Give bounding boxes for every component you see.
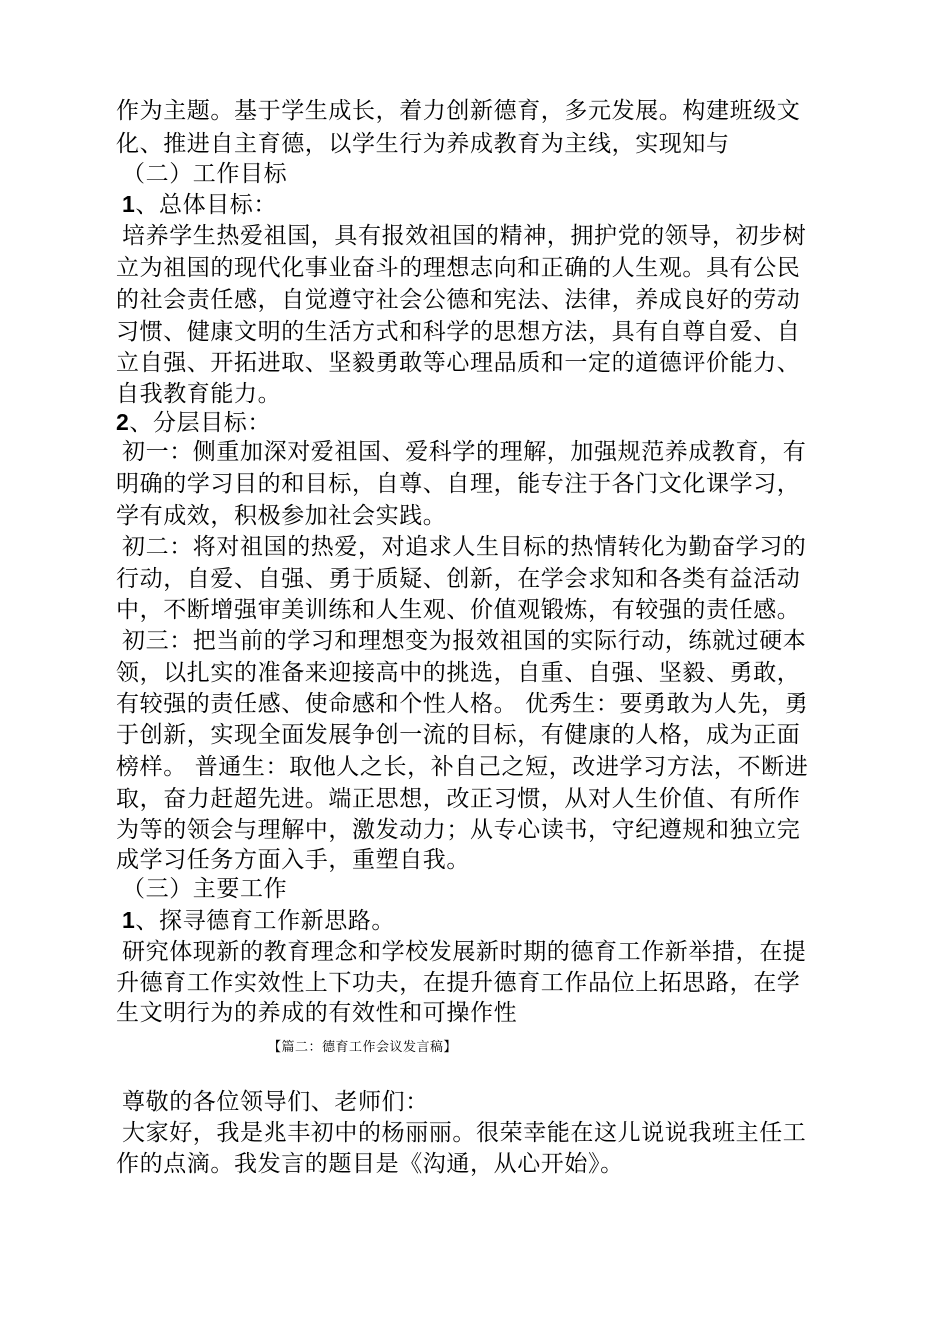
text-line: 榜样。 普通生：取他人之长，补自己之短，改进学习方法，不断进 — [116, 754, 809, 780]
text-line: 初二：将对祖国的热爱，对追求人生目标的热情转化为勤奋学习的 — [122, 534, 807, 560]
subheading-text: 、探寻德育工作新思路。 — [135, 908, 396, 934]
text-line: 明确的学习目的和目标，自尊、自理，能专注于各门文化课学习， — [116, 471, 801, 497]
section-heading: （二）工作目标 — [122, 161, 288, 187]
text-line: 行动，自爱、自强、勇于质疑、创新，在学会求知和各类有益活动 — [116, 566, 801, 592]
text-line: 初一：侧重加深对爱祖国、爱科学的理解，加强规范养成教育，有 — [122, 439, 807, 465]
text-line: 立为祖国的现代化事业奋斗的理想志向和正确的人生观。具有公民 — [116, 255, 801, 281]
text-line: 的社会责任感，自觉遵守社会公德和宪法、法律，养成良好的劳动 — [116, 287, 801, 313]
subheading-number: 1 — [122, 907, 136, 933]
text-line: 生文明行为的养成的有效性和可操作性 — [116, 1000, 518, 1026]
text-line: 初三：把当前的学习和理想变为报效祖国的实际行动，练就过硬本 — [122, 628, 807, 654]
subheading — [122, 903, 395, 937]
subheading-text: 、总体目标： — [135, 192, 278, 218]
text-line: 自我教育能力。 — [116, 381, 282, 407]
subheading-number: 1 — [122, 191, 136, 217]
subheading — [122, 187, 277, 221]
speech-line: 大家好，我是兆丰初中的杨丽丽。很荣幸能在这儿说说我班主任工 — [122, 1120, 807, 1146]
text-line: 学有成效，积极参加社会实践。 — [116, 503, 447, 529]
section-caption: 【篇二：德育工作会议发言稿】 — [268, 1040, 458, 1055]
text-line: 立自强、开拓进取、坚毅勇敢等心理品质和一定的道德评价能力、 — [116, 350, 801, 376]
text-line: 有较强的责任感、使命感和个性人格。 优秀生：要勇敢为人先，勇 — [116, 691, 809, 717]
text-line: 成学习任务方面入手，重塑自我。 — [116, 847, 470, 873]
text-line: 研究体现新的教育理念和学校发展新时期的德育工作新举措，在提 — [122, 939, 807, 965]
text-line: 中，不断增强审美训练和人生观、价值观锻炼，有较强的责任感。 — [116, 597, 801, 623]
text-line: 升德育工作实效性上下功夫，在提升德育工作品位上拓思路，在学 — [116, 970, 801, 996]
subheading-number: 2 — [116, 409, 130, 435]
text-line: 化、推进自主育德，以学生行为养成教育为主线，实现知与 — [116, 131, 730, 157]
text-line: 习惯、健康文明的生活方式和科学的思想方法，具有自尊自爱、自 — [116, 319, 801, 345]
text-line: 作为主题。基于学生成长，着力创新德育，多元发展。构建班级文 — [116, 98, 801, 124]
text-line: 领，以扎实的准备来迎接高中的挑选，自重、自强、坚毅、勇敢， — [116, 660, 801, 686]
text-line: 培养学生热爱祖国，具有报效祖国的精神，拥护党的领导，初步树 — [122, 223, 807, 249]
section-heading: （三）主要工作 — [122, 876, 288, 902]
text-line: 为等的领会与理解中，激发动力；从专心读书，守纪遵规和独立完 — [116, 817, 801, 843]
speech-line: 尊敬的各位领导们、老师们： — [122, 1089, 429, 1115]
speech-line: 作的点滴。我发言的题目是《沟通，从心开始》。 — [116, 1151, 624, 1177]
subheading — [116, 405, 271, 439]
text-line: 取，奋力赶超先进。端正思想，改正习惯，从对人生价值、有所作 — [116, 786, 801, 812]
text-line: 于创新，实现全面发展争创一流的目标，有健康的人格，成为正面 — [116, 722, 801, 748]
subheading-text: 、分层目标： — [129, 410, 272, 436]
